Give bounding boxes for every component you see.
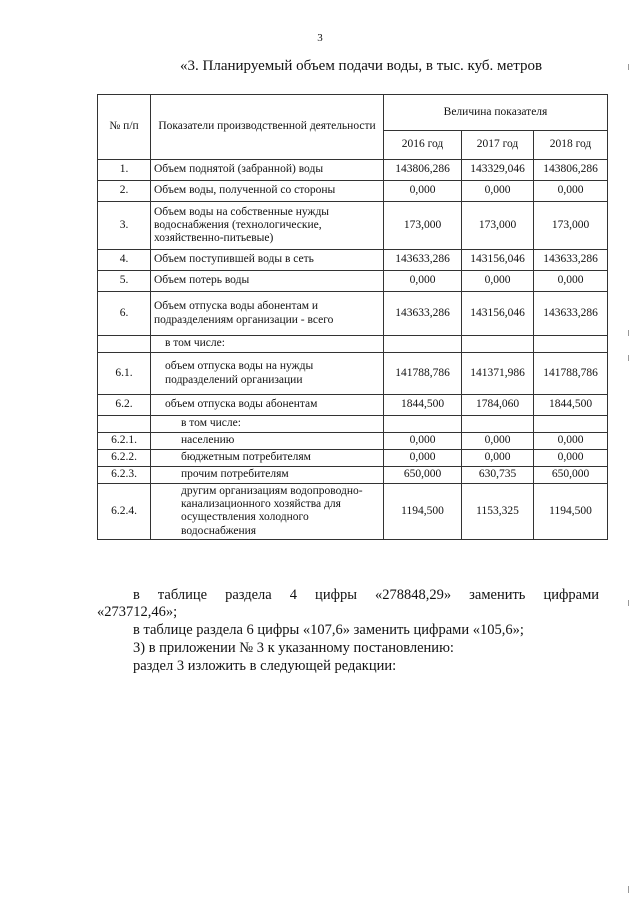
scan-mark bbox=[628, 886, 629, 893]
row-label: Объем воды на собственные нужды водоснабжения (технологические, хозяйственно-питьевые) bbox=[151, 202, 384, 250]
row-value: 0,000 bbox=[384, 433, 462, 450]
text-line: раздел 3 изложить в следующей редакции: bbox=[133, 658, 397, 674]
row-value bbox=[534, 416, 608, 433]
row-label: бюджетным потребителям bbox=[151, 450, 384, 467]
row-number bbox=[98, 416, 151, 433]
row-value: 141788,786 bbox=[384, 353, 462, 395]
row-value: 143633,286 bbox=[384, 292, 462, 336]
water-supply-table bbox=[97, 94, 608, 540]
row-value: 1844,500 bbox=[384, 395, 462, 416]
row-number: 6.2.1. bbox=[98, 433, 151, 450]
row-value: 0,000 bbox=[462, 181, 534, 202]
row-label: объем отпуска воды на нужды подразделений организации bbox=[151, 353, 384, 395]
row-number: 6.2.2. bbox=[98, 450, 151, 467]
text-line: «273712,46»; bbox=[97, 604, 178, 620]
table-row bbox=[98, 250, 608, 271]
header-indicators: Показатели производственной деятельности bbox=[151, 95, 384, 160]
row-value: 0,000 bbox=[384, 450, 462, 467]
row-label: Объем потерь воды bbox=[151, 271, 384, 292]
row-label: Объем поступившей воды в сеть bbox=[151, 250, 384, 271]
row-value: 0,000 bbox=[534, 271, 608, 292]
table-row bbox=[98, 467, 608, 484]
row-value: 143633,286 bbox=[384, 250, 462, 271]
row-value: 143633,286 bbox=[534, 250, 608, 271]
section-heading: «3. Планируемый объем подачи воды, в тыс. куб. метров bbox=[180, 58, 543, 74]
row-label: Объем отпуска воды абонентам и подразделениям организации - всего bbox=[151, 292, 384, 336]
header-year: 2016 год bbox=[384, 131, 462, 160]
row-number: 5. bbox=[98, 271, 151, 292]
table-row bbox=[98, 395, 608, 416]
row-label: населению bbox=[151, 433, 384, 450]
header-year: 2018 год bbox=[534, 131, 608, 160]
row-label: прочим потребителям bbox=[151, 467, 384, 484]
table-row bbox=[98, 484, 608, 540]
row-number: 6.1. bbox=[98, 353, 151, 395]
row-number: 6. bbox=[98, 292, 151, 336]
text-line: 3) в приложении № 3 к указанному постановлению: bbox=[133, 640, 454, 656]
scan-mark bbox=[628, 330, 629, 336]
table-row bbox=[98, 181, 608, 202]
row-label: в том числе: bbox=[151, 416, 384, 433]
row-value bbox=[384, 336, 462, 353]
row-value: 1784,060 bbox=[462, 395, 534, 416]
row-value: 143156,046 bbox=[462, 250, 534, 271]
row-value: 143806,286 bbox=[384, 160, 462, 181]
row-value: 1194,500 bbox=[384, 484, 462, 540]
table-row bbox=[98, 336, 608, 353]
row-number: 3. bbox=[98, 202, 151, 250]
row-label: другим организациям водопроводно-канализационного хозяйства для осуществления холодного водоснабжения bbox=[151, 484, 384, 540]
table-row bbox=[98, 292, 608, 336]
row-value: 0,000 bbox=[534, 181, 608, 202]
header-num: № п/п bbox=[98, 95, 151, 160]
row-value: 0,000 bbox=[462, 450, 534, 467]
row-value: 1844,500 bbox=[534, 395, 608, 416]
table-row bbox=[98, 416, 608, 433]
header-value: Величина показателя bbox=[384, 95, 608, 131]
row-number: 4. bbox=[98, 250, 151, 271]
row-value: 0,000 bbox=[462, 433, 534, 450]
row-number: 1. bbox=[98, 160, 151, 181]
row-label: в том числе: bbox=[151, 336, 384, 353]
row-value bbox=[462, 336, 534, 353]
scan-mark bbox=[628, 64, 629, 70]
row-value: 141788,786 bbox=[534, 353, 608, 395]
row-value: 173,000 bbox=[384, 202, 462, 250]
row-number bbox=[98, 336, 151, 353]
header-year: 2017 год bbox=[462, 131, 534, 160]
table-row bbox=[98, 271, 608, 292]
row-value: 0,000 bbox=[462, 271, 534, 292]
row-value: 0,000 bbox=[534, 433, 608, 450]
row-value: 0,000 bbox=[384, 271, 462, 292]
row-value bbox=[534, 336, 608, 353]
table-row bbox=[98, 202, 608, 250]
row-value: 650,000 bbox=[384, 467, 462, 484]
row-value: 143633,286 bbox=[534, 292, 608, 336]
row-value bbox=[384, 416, 462, 433]
row-value: 141371,986 bbox=[462, 353, 534, 395]
row-number: 6.2.3. bbox=[98, 467, 151, 484]
row-value: 143329,046 bbox=[462, 160, 534, 181]
row-value: 173,000 bbox=[462, 202, 534, 250]
table-row bbox=[98, 433, 608, 450]
row-number: 6.2.4. bbox=[98, 484, 151, 540]
table-row bbox=[98, 353, 608, 395]
row-value: 143806,286 bbox=[534, 160, 608, 181]
row-value: 0,000 bbox=[384, 181, 462, 202]
row-value: 1153,325 bbox=[462, 484, 534, 540]
row-number: 6.2. bbox=[98, 395, 151, 416]
page-number: 3 bbox=[317, 32, 323, 44]
table-row bbox=[98, 160, 608, 181]
row-value: 630,735 bbox=[462, 467, 534, 484]
row-label: объем отпуска воды абонентам bbox=[151, 395, 384, 416]
row-value bbox=[462, 416, 534, 433]
row-value: 173,000 bbox=[534, 202, 608, 250]
scan-mark bbox=[628, 355, 629, 361]
row-value: 1194,500 bbox=[534, 484, 608, 540]
table-row bbox=[98, 450, 608, 467]
row-label: Объем воды, полученной со стороны bbox=[151, 181, 384, 202]
row-value: 0,000 bbox=[534, 450, 608, 467]
row-value: 143156,046 bbox=[462, 292, 534, 336]
row-label: Объем поднятой (забранной) воды bbox=[151, 160, 384, 181]
scan-mark bbox=[628, 600, 629, 606]
row-value: 650,000 bbox=[534, 467, 608, 484]
row-number: 2. bbox=[98, 181, 151, 202]
text-line: в таблице раздела 4 цифры «278848,29» заменить цифрами bbox=[133, 587, 599, 603]
text-line: в таблице раздела 6 цифры «107,6» заменить цифрами «105,6»; bbox=[133, 622, 524, 638]
